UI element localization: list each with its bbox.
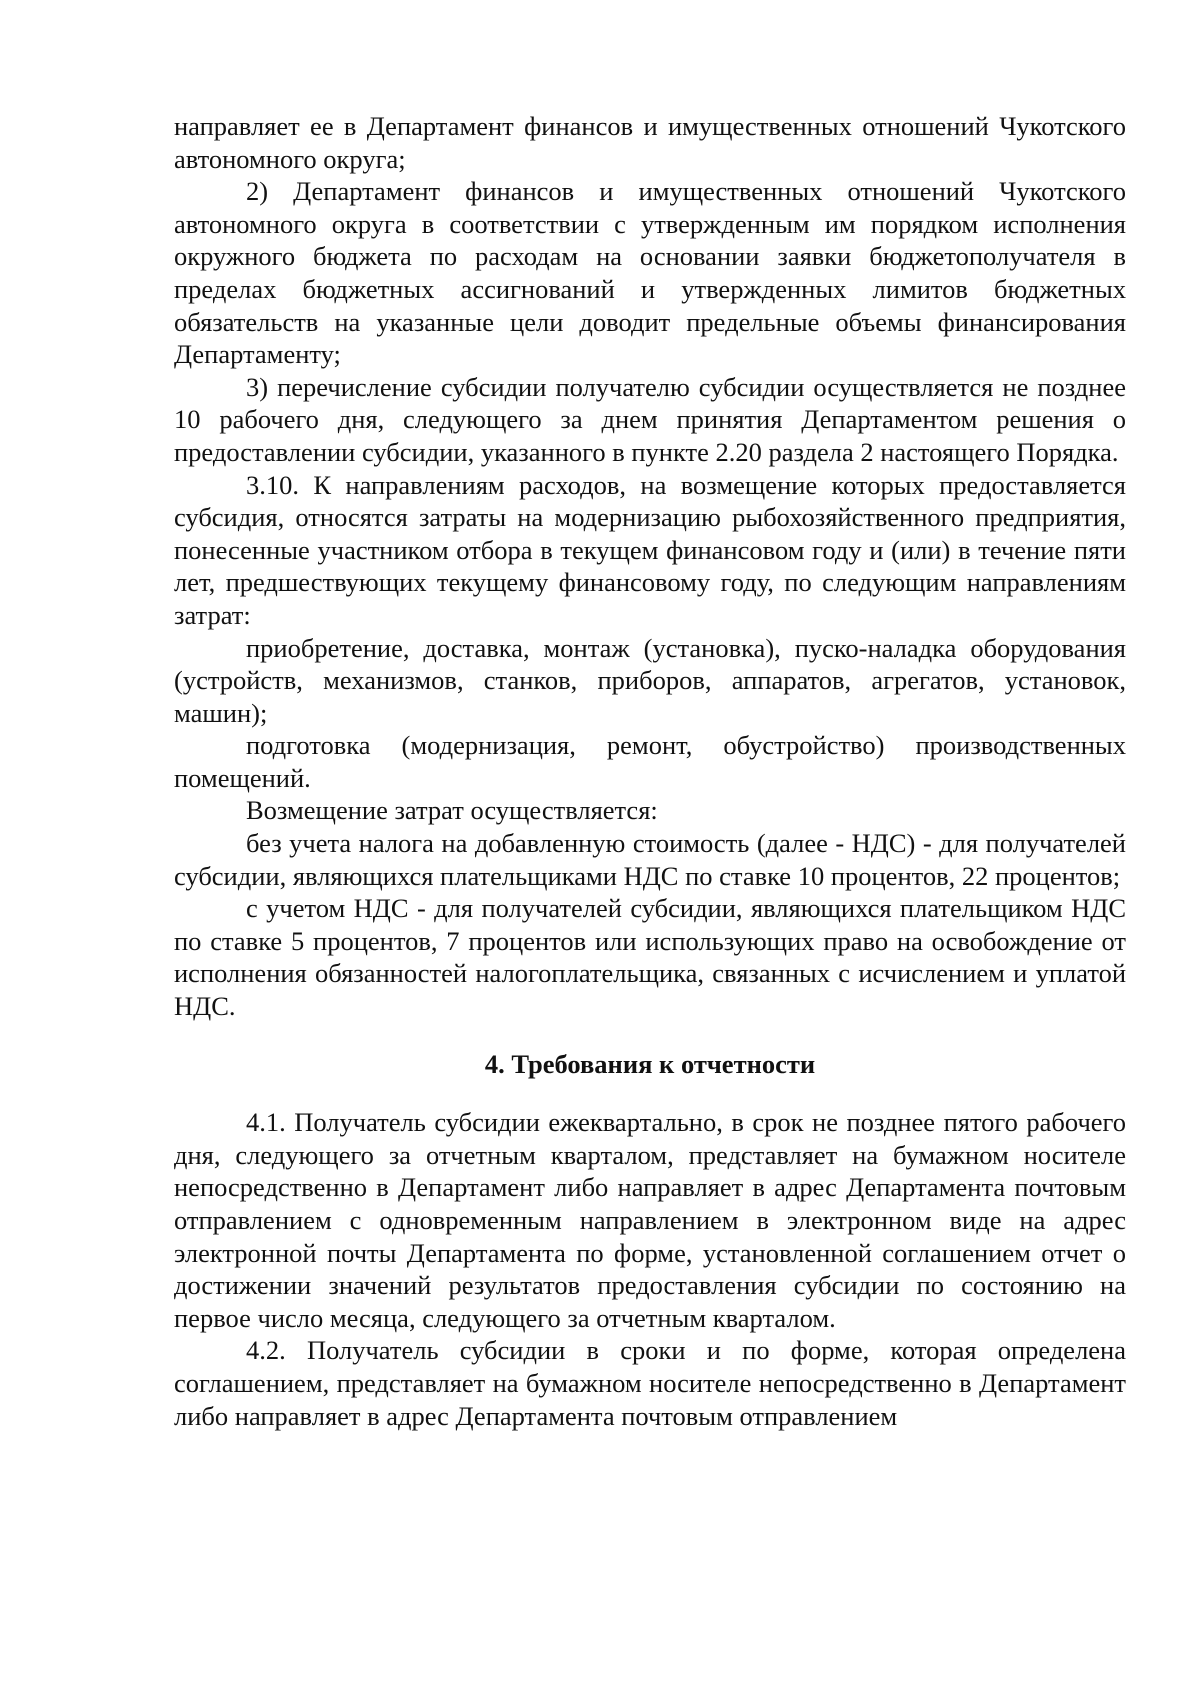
paragraph-item-3: 3) перечисление субсидии получателю субсидии осуществляется не позднее 10 рабочего дня, следующего за днем принятия Департаментом решения о предоставлении субсидии, указанного в пункте 2.20 раздела 2 настоящего Порядка. <box>174 371 1126 467</box>
paragraph-item-2: 2) Департамент финансов и имущественных отношений Чукотского автономного округа в соответствии с утвержденным им порядком исполнения окружного бюджета по расходам на основании заявки бюджетополучателя в пределах бюджетных ассигнований и утвержденных лимитов бюджетных обязательств на указанные цели доводит предельные объемы финансирования Департаменту; <box>174 176 1126 370</box>
document-page <box>174 110 1126 1432</box>
paragraph-4-2: 4.2. Получатель субсидии в сроки и по форме, которая определена соглашением, представляет на бумажном носителе непосредственно в Департамент либо направляет в адрес Департамента почтовым отправлением <box>174 1335 1126 1431</box>
paragraph-reimbursement: Возмещение затрат осуществляется: <box>246 795 658 826</box>
paragraph-equipment: приобретение, доставка, монтаж (установка), пуско-наладка оборудования (устройств, механизмов, станков, приборов, аппаратов, агрегатов, установок, машин); <box>174 632 1126 728</box>
paragraph-4-1: 4.1. Получатель субсидии ежеквартально, в срок не позднее пятого рабочего дня, следующего за отчетным кварталом, представляет на бумажном носителе непосредственно в Департамент либо направляет в адрес Департамента почтовым отправлением с одновременным направлением в электронном виде на адрес электронной почты Департамента по форме, установленной соглашением отчет о достижении значений результатов предоставления субсидии по состоянию на первое число месяца, следующего за отчетным кварталом. <box>174 1107 1126 1333</box>
paragraph-3-10: 3.10. К направлениям расходов, на возмещение которых предоставляется субсидия, относятся затраты на модернизацию рыбохозяйственного предприятия, понесенные участником отбора в текущем финансовом году и (или) в течение пяти лет, предшествующих текущему финансовому году, по следующим направлениям затрат: <box>174 469 1126 630</box>
paragraph-without-vat: без учета налога на добавленную стоимость (далее - НДС) - для получателей субсидии, являющихся плательщиками НДС по ставке 10 процентов, 22 процентов; <box>174 828 1126 891</box>
paragraph-continuation: направляет ее в Департамент финансов и имущественных отношений Чукотского автономного округа; <box>174 111 1126 174</box>
paragraph-premises: подготовка (модернизация, ремонт, обустройство) производственных помещений. <box>174 730 1126 793</box>
paragraph-with-vat: с учетом НДС - для получателей субсидии, являющихся плательщиком НДС по ставке 5 процентов, 7 процентов или использующих право на освобождение от исполнения обязанностей налогоплательщика, связанных с исчислением и уплатой НДС. <box>174 893 1126 1022</box>
section-heading: 4. Требования к отчетности <box>484 1048 816 1079</box>
